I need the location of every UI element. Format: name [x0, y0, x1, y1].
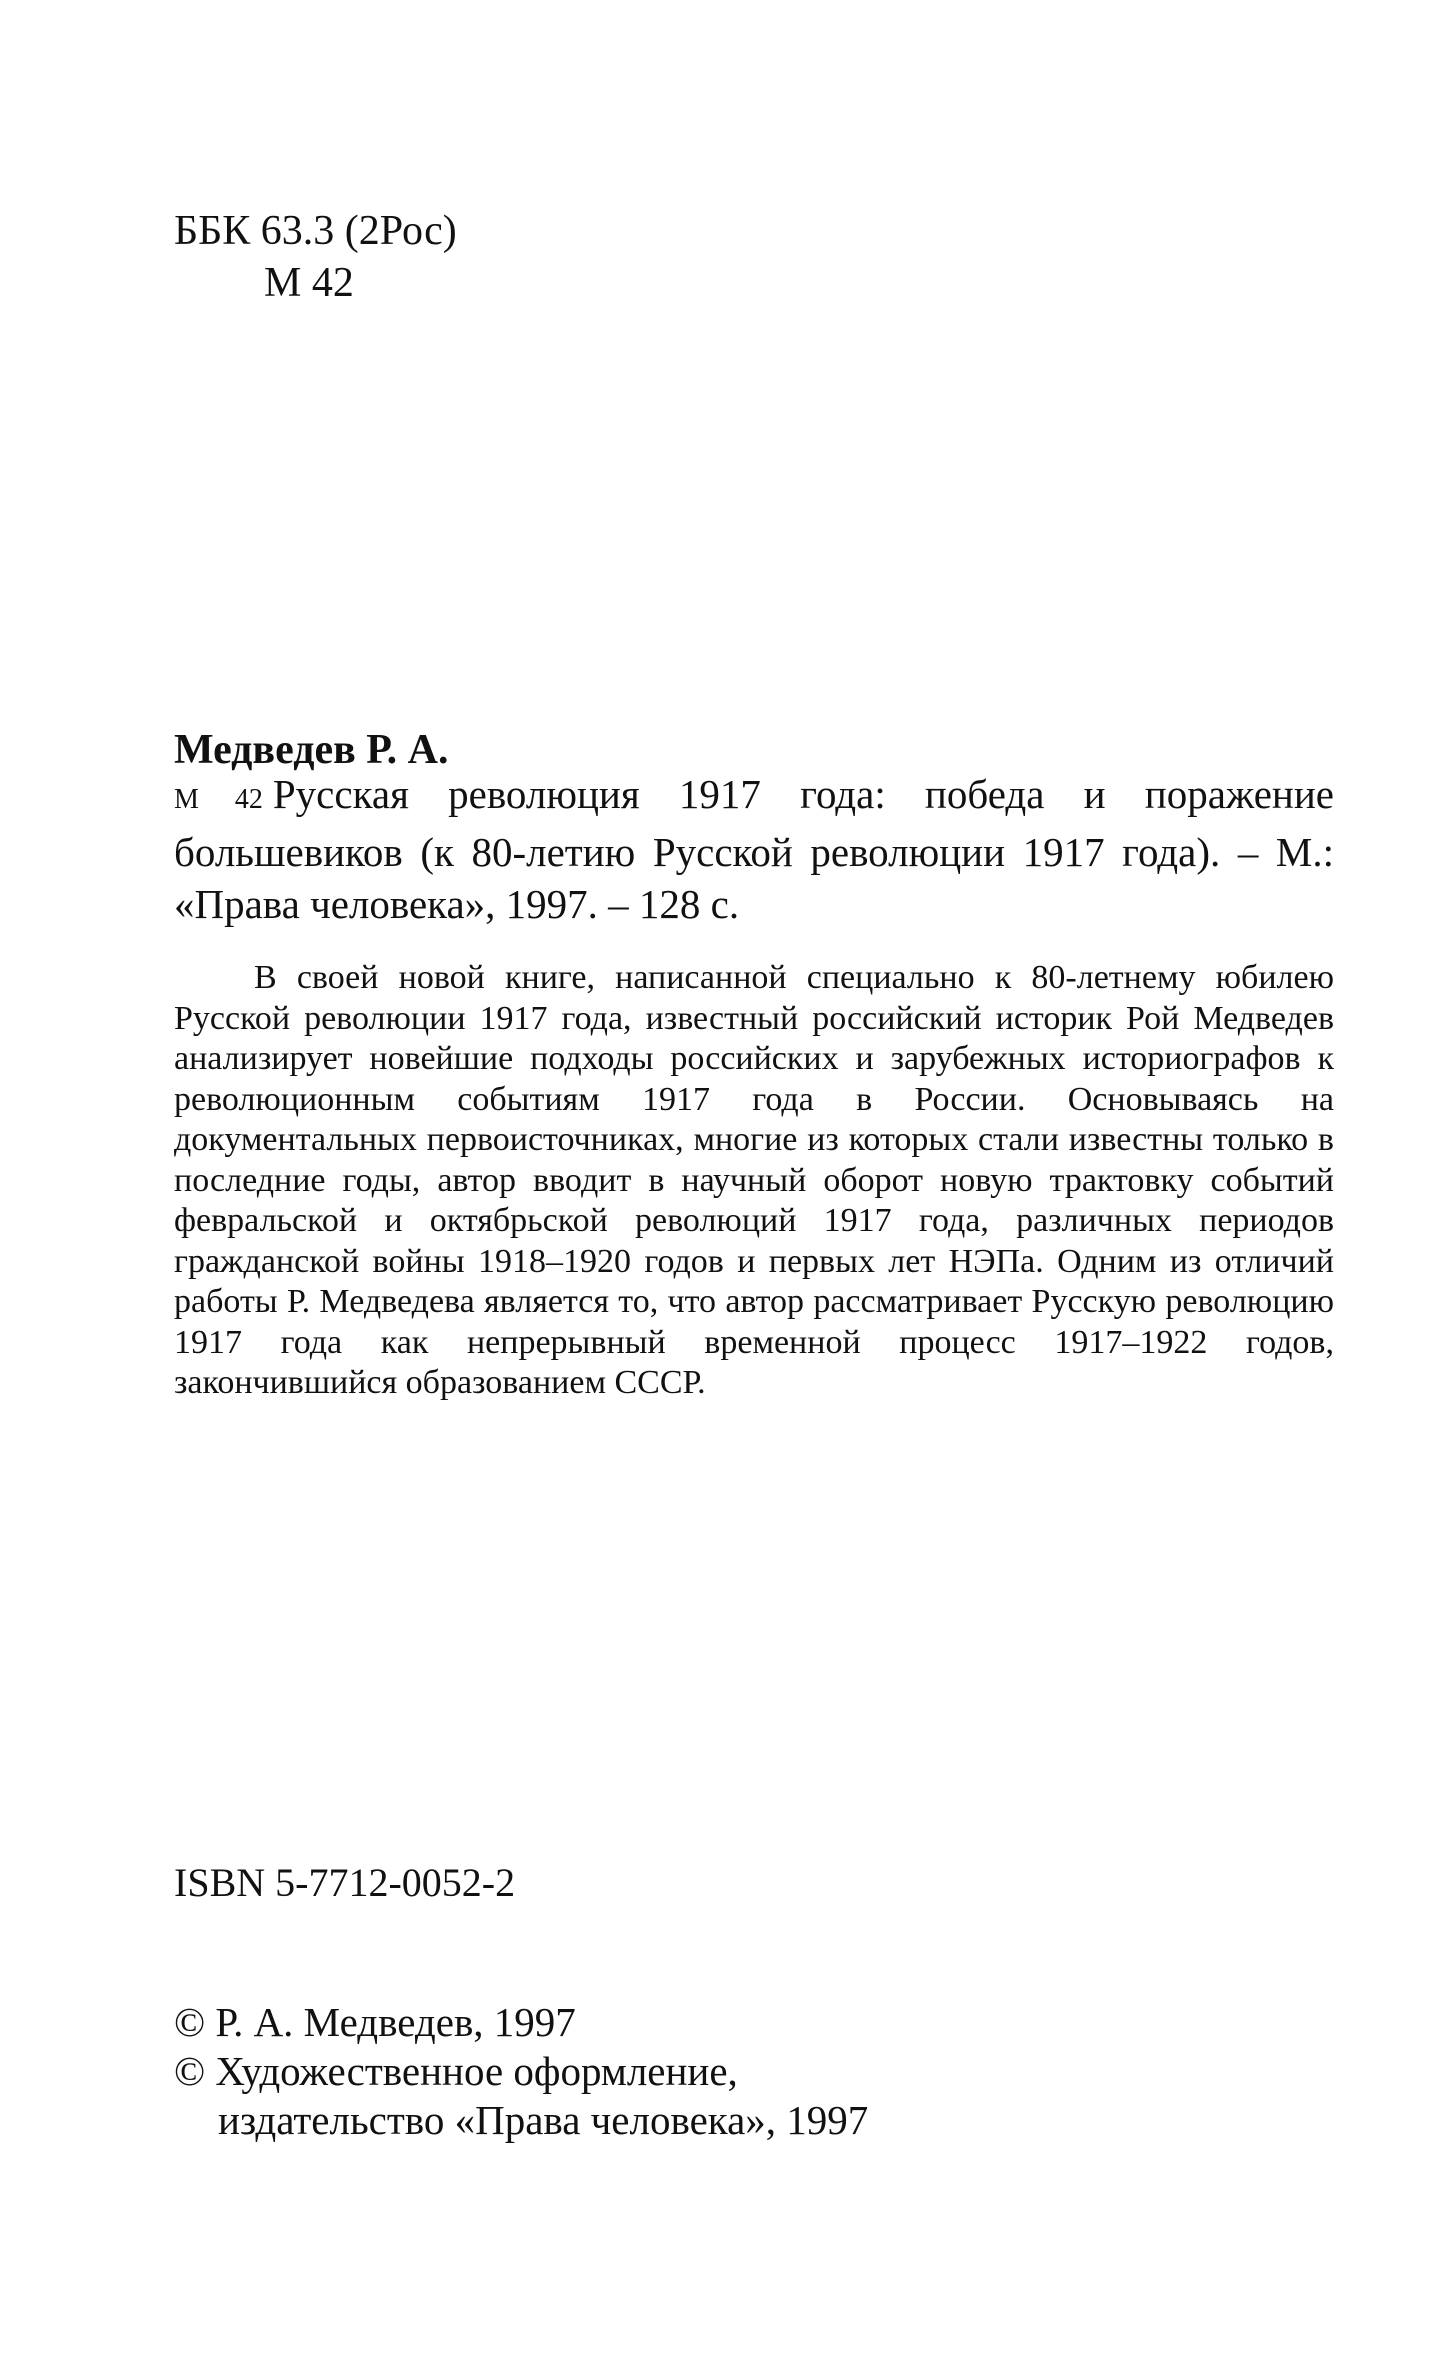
bibliographic-description — [174, 768, 1334, 930]
copyright-design: © Художественное оформление, — [174, 2048, 738, 2094]
isbn-number: ISBN 5-7712-0052-2 — [174, 1860, 516, 1905]
bbk-code: ББК 63.3 (2Рос) — [174, 208, 457, 254]
author-mark-code: М 42 — [264, 260, 354, 306]
author-name: Медведев Р. А. — [174, 727, 449, 773]
copyright-author: © Р. А. Медведев, 1997 — [174, 1999, 576, 2045]
bbk-classification — [174, 205, 457, 309]
record-mark: М 42 — [174, 784, 263, 815]
copyright-block — [174, 1998, 868, 2145]
record-description: Русская революция 1917 года: победа и поражение большевиков (к 80-летию Русской революции 1917 года). – М.: «Права человека», 1997. – 128 с. — [174, 771, 1334, 927]
copyright-publisher: издательство «Права человека», 1997 — [218, 2097, 869, 2143]
annotation-text: В своей новой книге, написанной специально к 80-летнему юбилею Русской революции 1917 года, известный российский историк Рой Медведев анализирует новейшие подходы российских и зарубежных историографов к революционным событиям 1917 года в России. Основываясь на документальных первоисточниках, многие из которых стали известны только в последние годы, автор вводит в научный оборот новую трактовку событий февральской и октябрьской революций 1917 года, различных периодов гражданской войны 1918–1920 годов и первых лет НЭПа. Одним из отличий работы Р. Медведева является то, что автор рассматривает Русскую революцию 1917 года как непрерывный временной процесс 1917–1922 годов, закончившийся образованием СССР. — [174, 959, 1334, 1401]
